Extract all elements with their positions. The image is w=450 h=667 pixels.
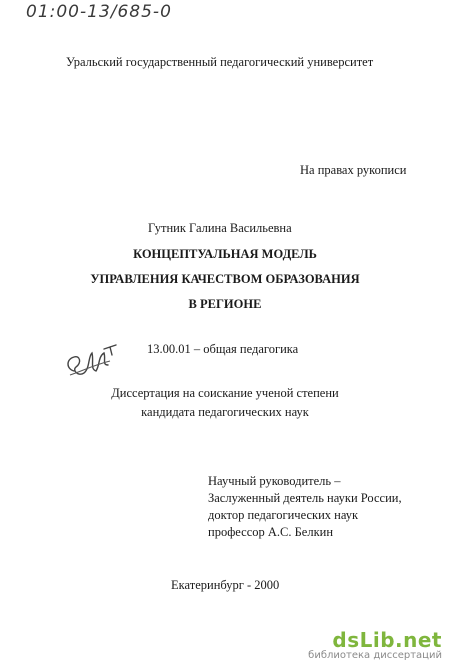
university-name: Уральский государственный педагогический университет [66,55,374,69]
title-line-3: В РЕГИОНЕ [188,297,262,311]
handwritten-code: 01:00-13/685-0 [26,2,172,22]
supervisor-line-3: доктор педагогических наук [208,508,359,522]
supervisor-line-1: Научный руководитель – [208,474,341,488]
degree-line-2: кандидата педагогических наук [141,405,309,419]
watermark-logo-text: dsLib.net [332,628,442,652]
watermark-logo [308,628,442,661]
rights-note: На правах рукописи [300,163,407,177]
supervisor-line-2: Заслуженный деятель науки России, [208,491,402,505]
signature-image [60,335,122,385]
watermark-subtitle: библиотека диссертаций [308,650,442,661]
supervisor-line-4: профессор А.С. Белкин [208,525,334,539]
specialty-code: 13.00.01 – общая педагогика [147,342,299,356]
place-year: Екатеринбург - 2000 [171,578,280,592]
author-name: Гутник Галина Васильевна [148,221,292,235]
degree-line-1: Диссертация на соискание ученой степени [111,386,339,400]
title-line-2: УПРАВЛЕНИЯ КАЧЕСТВОМ ОБРАЗОВАНИЯ [90,272,360,286]
title-line-1: КОНЦЕПТУАЛЬНАЯ МОДЕЛЬ [133,247,317,261]
